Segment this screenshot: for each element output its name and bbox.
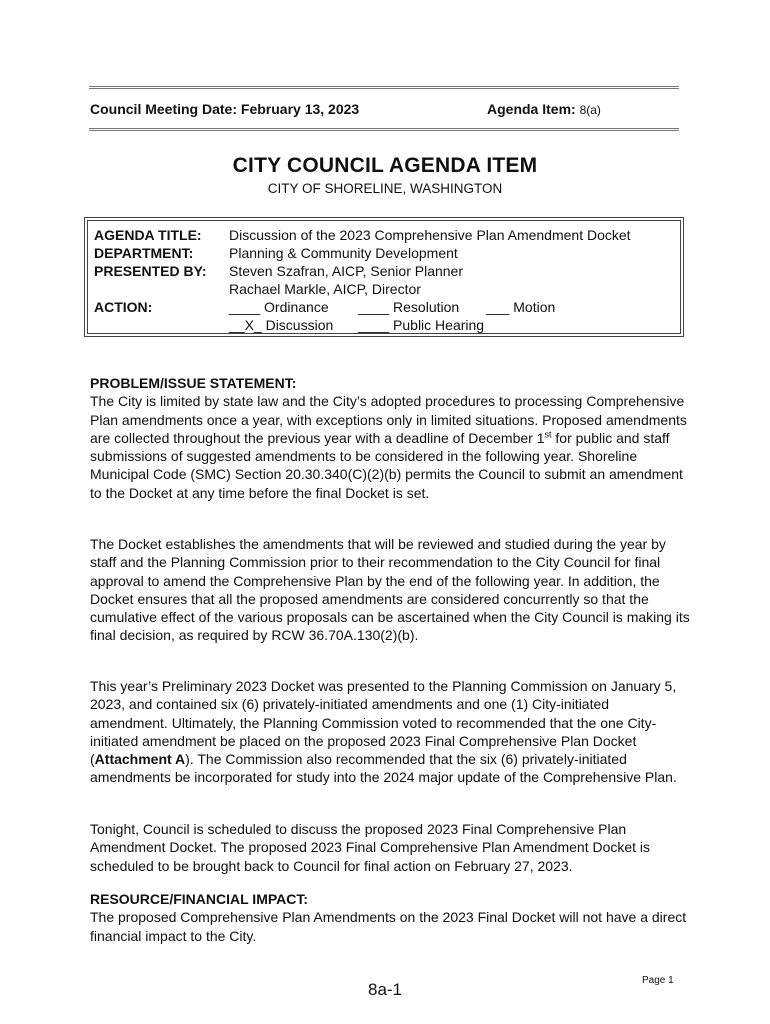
page-number: Page 1 [642, 975, 674, 986]
problem-paragraph-2-block [90, 535, 690, 645]
resource-heading: RESOURCE/FINANCIAL IMPACT: [90, 891, 309, 907]
department-label: DEPARTMENT: [94, 245, 194, 261]
agenda-title-label: AGENDA TITLE: [94, 227, 202, 243]
agenda-info-box [84, 217, 684, 337]
action-resolution: ____ Resolution [358, 299, 460, 315]
agenda-item-label: Agenda Item: [487, 101, 576, 117]
problem-paragraph-3 [90, 677, 690, 787]
problem-paragraph-4-block [90, 820, 690, 875]
presenter-2: Rachael Markle, AICP, Director [229, 281, 421, 297]
problem-section [90, 374, 690, 502]
agenda-item-value: 8(a) [579, 103, 601, 117]
action-ordinance: ____ Ordinance [229, 299, 329, 315]
page-subtitle: CITY OF SHORELINE, WASHINGTON [267, 181, 503, 196]
problem-p3-text-a: This year’s Preliminary 2023 Docket was presented to the Planning Commission on January 5, 2023, and contained six (6) privately-initiated amendments and one (1) City-initiated amendment. Ultimately, the Planning Commission voted to recommended that the one City-initiated amendment be placed on the proposed 2023 Final Comprehensive Plan Docket ( [90, 678, 677, 768]
presented-by-label: PRESENTED BY: [94, 263, 207, 279]
page-title: CITY COUNCIL AGENDA ITEM [232, 154, 538, 177]
agenda-info-box-inner [87, 220, 681, 334]
problem-paragraph-3-block [90, 677, 690, 787]
problem-p1-text-b: for public and staff submissions of suggested amendments to be considered in the following year. Shoreline Municipal Code (SMC) Section 20.30.340(C)(2)(b) permits the Council to submit an amendment to the Docket at any time before the final Docket is set. [90, 429, 683, 501]
department-value: Planning & Community Development [229, 245, 458, 261]
header-bottom-rule [89, 128, 679, 131]
header-row [90, 101, 680, 117]
meeting-date: February 13, 2023 [240, 101, 360, 117]
attachment-a-reference: Attachment A [94, 751, 186, 768]
problem-p1-superscript: st [544, 429, 552, 440]
header-top-rule [89, 86, 679, 89]
agenda-item-group [487, 101, 601, 117]
action-motion: ___ Motion [486, 299, 556, 315]
presenter-1: Steven Szafran, AICP, Senior Planner [229, 263, 463, 279]
problem-heading: PROBLEM/ISSUE STATEMENT: [90, 375, 297, 391]
agenda-title-value: Discussion of the 2023 Comprehensive Plan Amendment Docket [229, 227, 631, 243]
problem-paragraph-4: Tonight, Council is scheduled to discuss the proposed 2023 Final Comprehensive Plan Amendment Docket. The proposed 2023 Final Comprehensive Plan Amendment Docket is scheduled to be brought back to Council for final action on February 27, 2023. [90, 821, 651, 874]
resource-text: The proposed Comprehensive Plan Amendments on the 2023 Final Docket will not have a direct financial impact to the City. [90, 909, 687, 944]
action-public-hearing: ____ Public Hearing [358, 317, 485, 333]
problem-paragraph-2: The Docket establishes the amendments that will be reviewed and studied during the year by staff and the Planning Commission prior to their recommendation to the City Council for final approval to amend the Comprehensive Plan by the end of the following year. In addition, the Docket ensures that all the proposed amendments are considered concurrently so that the cumulative effect of the various proposals can be ascertained when the City Council is making its final decision, as required by RCW 36.70A.130(2)(b). [90, 536, 690, 644]
problem-p3-text-b: ). The Commission also recommended that the six (6) privately-initiated amendments be incorporated for study into the 2024 major update of the Comprehensive Plan. [90, 751, 677, 786]
page-code: 8a-1 [367, 980, 403, 999]
action-discussion: __X_ Discussion [229, 317, 334, 333]
resource-section [90, 890, 690, 945]
meeting-date-label: Council Meeting Date: [90, 101, 238, 117]
action-label: ACTION: [94, 299, 153, 315]
problem-p1-text-a: The City is limited by state law and the City’s adopted procedures to processing Comprehensive Plan amendments once a year, with exceptions only in limited situations. Proposed amendments are collected throughout the previous year with a deadline of December 1 [90, 393, 687, 446]
problem-paragraph-1 [90, 392, 690, 502]
